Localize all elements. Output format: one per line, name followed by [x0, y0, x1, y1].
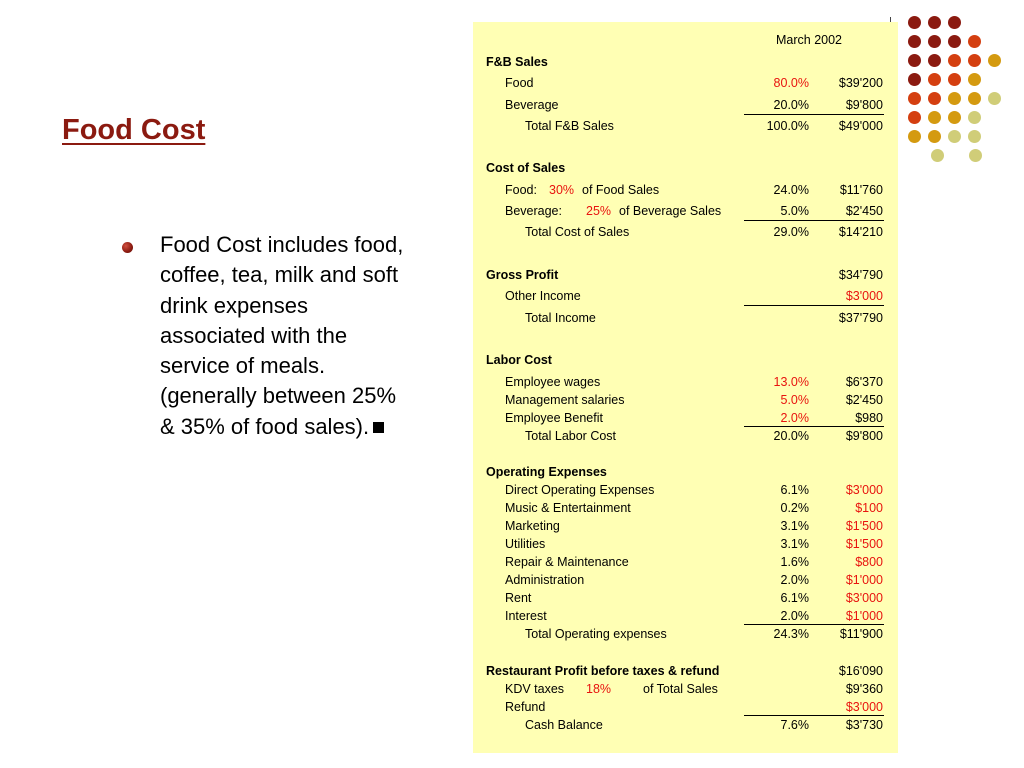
- row-amount: $800: [855, 555, 883, 569]
- dot-icon: [948, 16, 961, 29]
- row-amount: $6'370: [845, 375, 883, 389]
- row-amount: $3'000: [845, 591, 883, 605]
- section-cost-of-sales: [473, 159, 898, 177]
- dot-icon: [908, 35, 921, 48]
- row-pct: 5.0%: [780, 204, 809, 218]
- dot-icon: [968, 35, 981, 48]
- row-pct: 24.3%: [773, 627, 809, 641]
- row-pct: 0.2%: [780, 501, 809, 515]
- row-pct: 29.0%: [773, 225, 809, 239]
- op-row: [473, 553, 898, 571]
- row-amount: $3'000: [845, 700, 883, 714]
- row-label: Interest: [505, 609, 547, 623]
- row-kdv-taxes: [473, 680, 898, 698]
- underline: [744, 305, 884, 306]
- row-amount: $37'790: [838, 311, 883, 325]
- row-label: Food:: [505, 183, 537, 197]
- row-pct: 24.0%: [773, 183, 809, 197]
- section-label: Operating Expenses: [486, 465, 607, 479]
- row-pct: 20.0%: [773, 429, 809, 443]
- dot-icon: [908, 111, 921, 124]
- end-square-icon: [373, 422, 384, 433]
- row-label: Cash Balance: [525, 718, 603, 732]
- row-label: Beverage: [505, 98, 559, 112]
- dot-icon: [969, 149, 982, 162]
- row-label: Refund: [505, 700, 546, 714]
- row-amount: $3'730: [845, 718, 883, 732]
- row-pct: 5.0%: [780, 393, 809, 407]
- income-statement-sheet: [473, 22, 898, 753]
- section-labor-cost: [473, 351, 898, 369]
- dot-icon: [948, 54, 961, 67]
- dot-icon: [908, 130, 921, 143]
- underline: [744, 114, 884, 115]
- bullet-dot-icon: [122, 242, 133, 253]
- sheet-header-row: [473, 31, 898, 49]
- row-amount: $39'200: [838, 76, 883, 90]
- dot-icon: [988, 92, 1001, 105]
- row-amount: $2'450: [845, 204, 883, 218]
- row-label: Utilities: [505, 537, 546, 551]
- row-employee-wages: [473, 373, 898, 391]
- dot-icon: [928, 130, 941, 143]
- row-amount: $11'760: [839, 183, 883, 197]
- op-row: [473, 499, 898, 517]
- row-label: Total Labor Cost: [525, 429, 617, 443]
- dot-icon: [908, 73, 921, 86]
- row-label: Music & Entertainment: [505, 501, 631, 515]
- dot-icon: [948, 73, 961, 86]
- row-label: Rent: [505, 591, 532, 605]
- row-label: Employee wages: [505, 375, 601, 389]
- row-amount: $3'000: [845, 289, 883, 303]
- section-label: Restaurant Profit before taxes & refund: [486, 664, 720, 678]
- row-total-income: [473, 309, 898, 327]
- op-row: [473, 535, 898, 553]
- op-row: [473, 589, 898, 607]
- dot-icon: [948, 130, 961, 143]
- dot-icon: [931, 149, 944, 162]
- row-label: Total F&B Sales: [525, 119, 614, 133]
- row-cos-food: [473, 181, 898, 199]
- row-gross-profit: [473, 266, 898, 284]
- bullet-paragraph: [160, 230, 410, 442]
- row-pct: 13.0%: [773, 375, 809, 389]
- row-rate: 30%: [549, 183, 575, 197]
- section-label: Cost of Sales: [486, 161, 566, 175]
- row-desc: of Beverage Sales: [619, 204, 722, 218]
- row-label: Total Operating expenses: [525, 627, 667, 641]
- row-pct: 3.1%: [780, 519, 809, 533]
- row-pct: 100.0%: [766, 119, 809, 133]
- row-amount: $1'000: [845, 573, 883, 587]
- row-amount: $100: [855, 501, 883, 515]
- dot-icon: [968, 130, 981, 143]
- dot-icon: [928, 92, 941, 105]
- row-management-salaries: [473, 391, 898, 409]
- row-total-fb: [473, 117, 898, 135]
- row-label: Food: [505, 76, 534, 90]
- dot-icon: [908, 54, 921, 67]
- row-amount: $14'210: [838, 225, 883, 239]
- row-amount: $980: [855, 411, 883, 425]
- row-desc: of Food Sales: [582, 183, 660, 197]
- dot-icon: [968, 54, 981, 67]
- row-pct: 6.1%: [780, 483, 809, 497]
- dot-icon: [908, 92, 921, 105]
- dot-icon: [988, 54, 1001, 67]
- row-amount: $1'500: [845, 519, 883, 533]
- section-label: F&B Sales: [486, 55, 548, 69]
- row-total-operating: [473, 625, 898, 643]
- row-amount: $16'090: [838, 664, 883, 678]
- row-beverage: [473, 96, 898, 114]
- decorative-dot-grid: [908, 12, 1008, 172]
- op-row: [473, 571, 898, 589]
- row-pct: 2.0%: [780, 573, 809, 587]
- row-label: Marketing: [505, 519, 560, 533]
- row-label: Beverage:: [505, 204, 562, 218]
- column-header: March 2002: [776, 33, 843, 47]
- row-pct: 6.1%: [780, 591, 809, 605]
- row-employee-benefit: [473, 409, 898, 427]
- row-amount: $9'360: [845, 682, 883, 696]
- row-label: Employee Benefit: [505, 411, 603, 425]
- section-label: Gross Profit: [486, 268, 559, 282]
- dot-icon: [948, 35, 961, 48]
- row-label: Other Income: [505, 289, 581, 303]
- bullet-text: Food Cost includes food, coffee, tea, milk and soft drink expenses associated with the service of meals. (generally between 25% & 35% of food sales).: [160, 232, 404, 439]
- row-amount: $3'000: [845, 483, 883, 497]
- row-label: Administration: [505, 573, 585, 587]
- dot-icon: [968, 73, 981, 86]
- row-label: Total Cost of Sales: [525, 225, 630, 239]
- row-amount: $11'900: [839, 627, 883, 641]
- row-total-cos: [473, 223, 898, 241]
- dot-icon: [928, 54, 941, 67]
- dot-icon: [968, 111, 981, 124]
- dot-icon: [928, 35, 941, 48]
- row-desc: of Total Sales: [643, 682, 718, 696]
- dot-icon: [928, 16, 941, 29]
- dot-icon: [968, 92, 981, 105]
- row-amount: $1'000: [845, 609, 883, 623]
- row-label: Repair & Maintenance: [505, 555, 629, 569]
- row-pct: 1.6%: [780, 555, 809, 569]
- row-label: Total Income: [525, 311, 596, 325]
- row-amount: $49'000: [838, 119, 883, 133]
- op-row: [473, 517, 898, 535]
- dot-icon: [948, 111, 961, 124]
- row-amount: $1'500: [845, 537, 883, 551]
- row-label: Direct Operating Expenses: [505, 483, 655, 497]
- row-restaurant-profit: [473, 662, 898, 680]
- op-row: [473, 607, 898, 625]
- row-total-labor: [473, 427, 898, 445]
- row-cos-beverage: [473, 202, 898, 220]
- row-pct: 2.0%: [780, 411, 809, 425]
- row-amount: $2'450: [845, 393, 883, 407]
- row-other-income: [473, 287, 898, 305]
- row-food: [473, 74, 898, 92]
- row-pct: 3.1%: [780, 537, 809, 551]
- section-label: Labor Cost: [486, 353, 552, 367]
- dot-icon: [948, 92, 961, 105]
- underline: [744, 220, 884, 221]
- slide-title: Food Cost: [62, 114, 206, 146]
- row-rate: 25%: [586, 204, 612, 218]
- row-amount: $34'790: [838, 268, 883, 282]
- row-refund: [473, 698, 898, 716]
- row-pct: 2.0%: [780, 609, 809, 623]
- dot-icon: [928, 111, 941, 124]
- op-row: [473, 481, 898, 499]
- row-pct: 20.0%: [773, 98, 809, 112]
- row-label: KDV taxes: [505, 682, 565, 696]
- row-label: Management salaries: [505, 393, 625, 407]
- row-amount: $9'800: [845, 429, 883, 443]
- dot-icon: [908, 16, 921, 29]
- section-fb-sales: [473, 53, 898, 71]
- row-pct: 7.6%: [780, 718, 809, 732]
- row-rate: 18%: [586, 682, 612, 696]
- dot-icon: [928, 73, 941, 86]
- row-cash-balance: [473, 716, 898, 734]
- row-pct: 80.0%: [773, 76, 809, 90]
- row-amount: $9'800: [845, 98, 883, 112]
- section-operating-expenses: [473, 463, 898, 481]
